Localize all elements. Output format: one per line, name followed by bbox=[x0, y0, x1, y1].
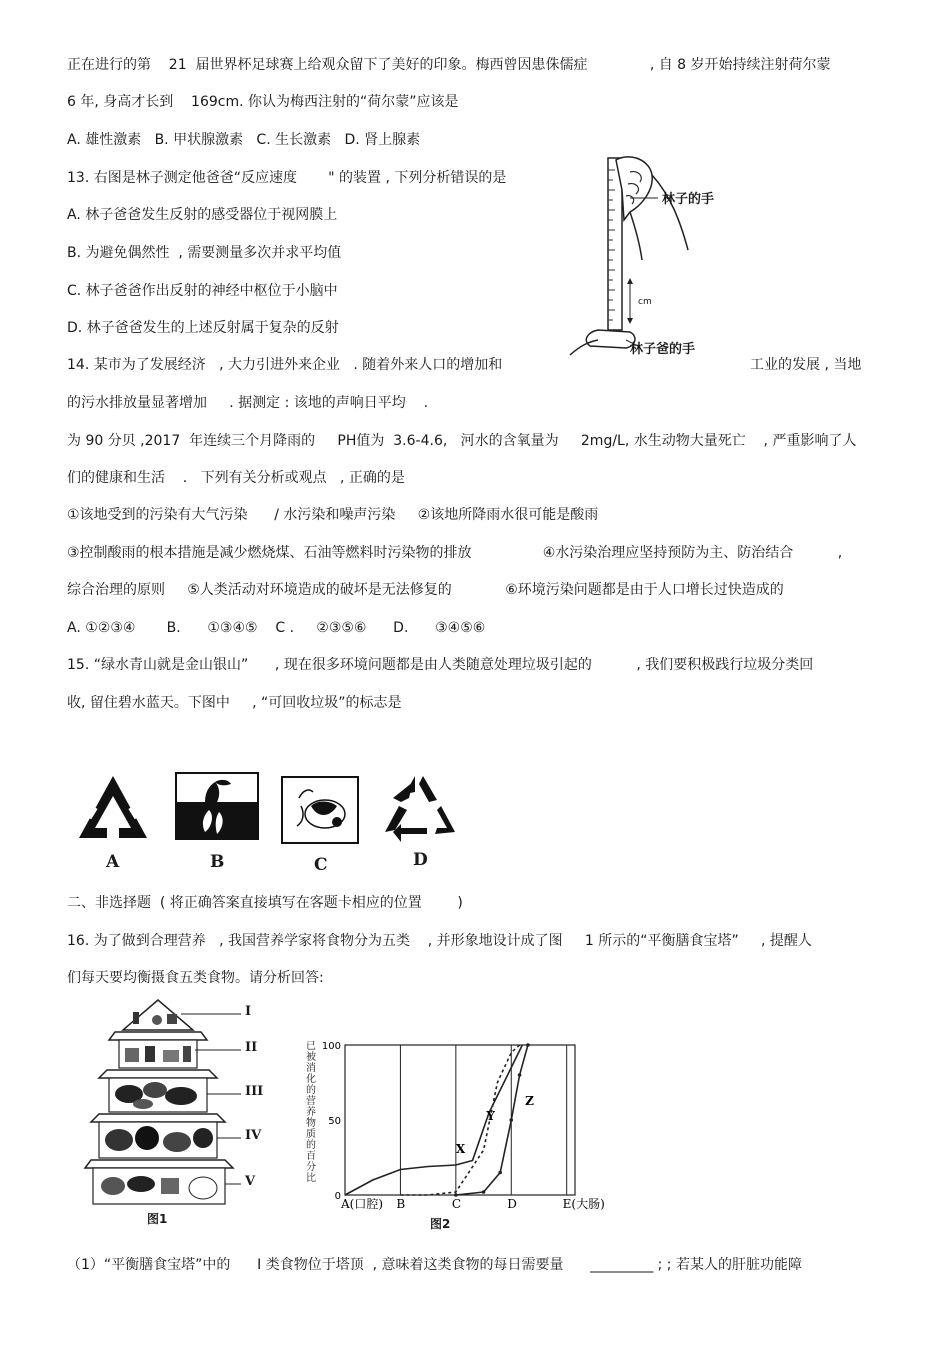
ruler-illustration bbox=[570, 150, 750, 365]
son-hand-label: 林子的手 bbox=[662, 192, 715, 207]
text-line-2: 6 年, 身高才长到 169cm. 你认为梅西注射的“荷尔蒙”应该是 bbox=[67, 94, 459, 110]
figure-1-caption: 图1 bbox=[147, 1212, 168, 1226]
q15-stem-1: 15. “绿水青山就是金山银山” , 现在很多环境问题都是由人类随意处理垃圾引起的 , 我们要积极践行垃圾分类回 bbox=[67, 657, 814, 673]
pagoda-level-3-label: III bbox=[245, 1084, 264, 1099]
series-point bbox=[498, 1171, 502, 1175]
q14-options: A. ①②③④ B. ①③④⑤ C . ②③⑤⑥ D. ③④⑤⑥ bbox=[67, 620, 486, 636]
symbol-a-label: A bbox=[106, 852, 120, 872]
q15-stem-2: 收, 留住碧水蓝天。下图中 , “可回收垃圾”的标志是 bbox=[67, 695, 402, 711]
symbol-c bbox=[281, 776, 359, 844]
text-line-1: 正在进行的第 21 届世界杯足球赛上给观众留下了美好的印象。梅西曾因患侏儒症 , 自 8 岁开始持续注射荷尔蒙 bbox=[67, 57, 831, 73]
symbol-d bbox=[379, 772, 459, 842]
y-tick-label: 100 bbox=[321, 1041, 341, 1052]
pagoda-level-4-label: IV bbox=[245, 1128, 262, 1143]
recycle-triangle-icon bbox=[379, 772, 459, 842]
q14-stem-4: 们的健康和生活 . 下列有关分析或观点 , 正确的是 bbox=[67, 470, 405, 486]
x-tick-label: C bbox=[451, 1197, 462, 1211]
q13-option-d: D. 林子爸爸发生的上述反射属于复杂的反射 bbox=[67, 320, 339, 336]
symbol-b-label: B bbox=[210, 852, 225, 872]
series-point bbox=[526, 1043, 530, 1047]
symbol-d-label: D bbox=[413, 850, 428, 870]
q14-stem-1b: 工业的发展 , 当地 bbox=[750, 357, 862, 373]
q14-stem-1: 14. 某市为了发展经济 , 大力引进外来企业 . 随着外来人口的增加和 bbox=[67, 357, 503, 373]
pagoda-level-2-label: II bbox=[245, 1040, 258, 1055]
x-tick-label: E(大肠) bbox=[562, 1197, 605, 1211]
plot-frame bbox=[345, 1045, 575, 1195]
x-tick-label: A(口腔) bbox=[341, 1197, 384, 1211]
q14-statement-2: ③控制酸雨的根本措施是减少燃烧煤、石油等燃料时污染物的排放 ④水污染治理应坚持预防为主、防治结合 , bbox=[67, 545, 843, 561]
q13-stem: 13. 右图是林子测定他爸爸“反应速度 " 的装置 , 下列分析错误的是 bbox=[67, 170, 507, 186]
q12-options: A. 雄性激素 B. 甲状腺激素 C. 生长激素 D. 肾上腺素 bbox=[67, 132, 421, 148]
symbol-a bbox=[77, 772, 149, 844]
q14-stem-2: 的污水排放量显著增加 . 据测定 : 该地的声响日平均 . bbox=[67, 395, 429, 411]
ruler-figure bbox=[570, 150, 750, 365]
q14-statement-1: ①该地受到的污染有大气污染 / 水污染和噪声污染 ②该地所降雨水很可能是酸雨 bbox=[67, 507, 599, 523]
kitchen-waste-icon bbox=[175, 772, 259, 840]
food-waste-icon bbox=[281, 776, 359, 844]
pagoda-level-1-label: I bbox=[245, 1004, 252, 1019]
cm-label: cm bbox=[638, 297, 652, 307]
q13-option-a: A. 林子爸爸发生反射的感受器位于视网膜上 bbox=[67, 207, 338, 223]
q16-stem-1: 16. 为了做到合理营养 , 我国营养学家将食物分为五类 , 并形象地设计成了图 1 所示的“平衡膳食宝塔” , 提醒人 bbox=[67, 933, 812, 949]
series-label-x: X bbox=[455, 1142, 466, 1156]
dad-hand-label: 林子爸的手 bbox=[630, 342, 696, 357]
series-label-z: Z bbox=[525, 1094, 534, 1108]
q16-sub1: （1）“平衡膳食宝塔”中的 Ⅰ 类食物位于塔顶 , 意味着这类食物的每日需要量 _________ ; ; 若某人的肝脏功能障 bbox=[67, 1257, 802, 1273]
series-point bbox=[518, 1073, 522, 1077]
digestion-chart bbox=[300, 1035, 605, 1235]
chart-plot bbox=[300, 1035, 605, 1211]
figure-2-caption: 图2 bbox=[430, 1217, 451, 1231]
y-tick-label: 0 bbox=[334, 1191, 341, 1202]
series-point bbox=[509, 1118, 513, 1122]
q14-statement-3: 综合治理的原则 ⑤人类活动对环境造成的破坏是无法修复的 ⑥环境污染问题都是由于人口增长过快造成的 bbox=[67, 582, 784, 598]
pagoda-figure bbox=[85, 998, 275, 1228]
x-tick-label: B bbox=[396, 1197, 406, 1211]
q13-option-b: B. 为避免偶然性 , 需要测量多次并求平均值 bbox=[67, 245, 342, 261]
series-line-x bbox=[345, 1045, 522, 1195]
q13-option-c: C. 林子爸爸作出反射的神经中枢位于小脑中 bbox=[67, 283, 338, 299]
q14-stem-3: 为 90 分贝 ,2017 年连续三个月降雨的 PH值为 3.6-4.6, 河水的含氧量为 2mg/L, 水生动物大量死亡 , 严重影响了人 bbox=[67, 433, 857, 449]
series-label-y: Y bbox=[486, 1109, 495, 1123]
section-heading: 二、非选择题 ( 将正确答案直接填写在客题卡相应的位置 ) bbox=[67, 895, 463, 911]
series-point bbox=[482, 1190, 486, 1194]
chart-ylabel: 已被消化的营养物质的百分比 bbox=[306, 1041, 316, 1184]
x-tick-label: D bbox=[507, 1197, 517, 1211]
q16-stem-2: 们每天要均衡摄食五类食物。请分析回答: bbox=[67, 970, 324, 986]
symbol-b bbox=[175, 772, 259, 840]
pagoda-level-5-label: V bbox=[245, 1174, 256, 1189]
recycling-arrows-icon bbox=[77, 772, 149, 844]
symbol-c-label: C bbox=[314, 855, 328, 875]
series-point bbox=[454, 1193, 458, 1197]
y-tick-label: 50 bbox=[328, 1116, 341, 1127]
